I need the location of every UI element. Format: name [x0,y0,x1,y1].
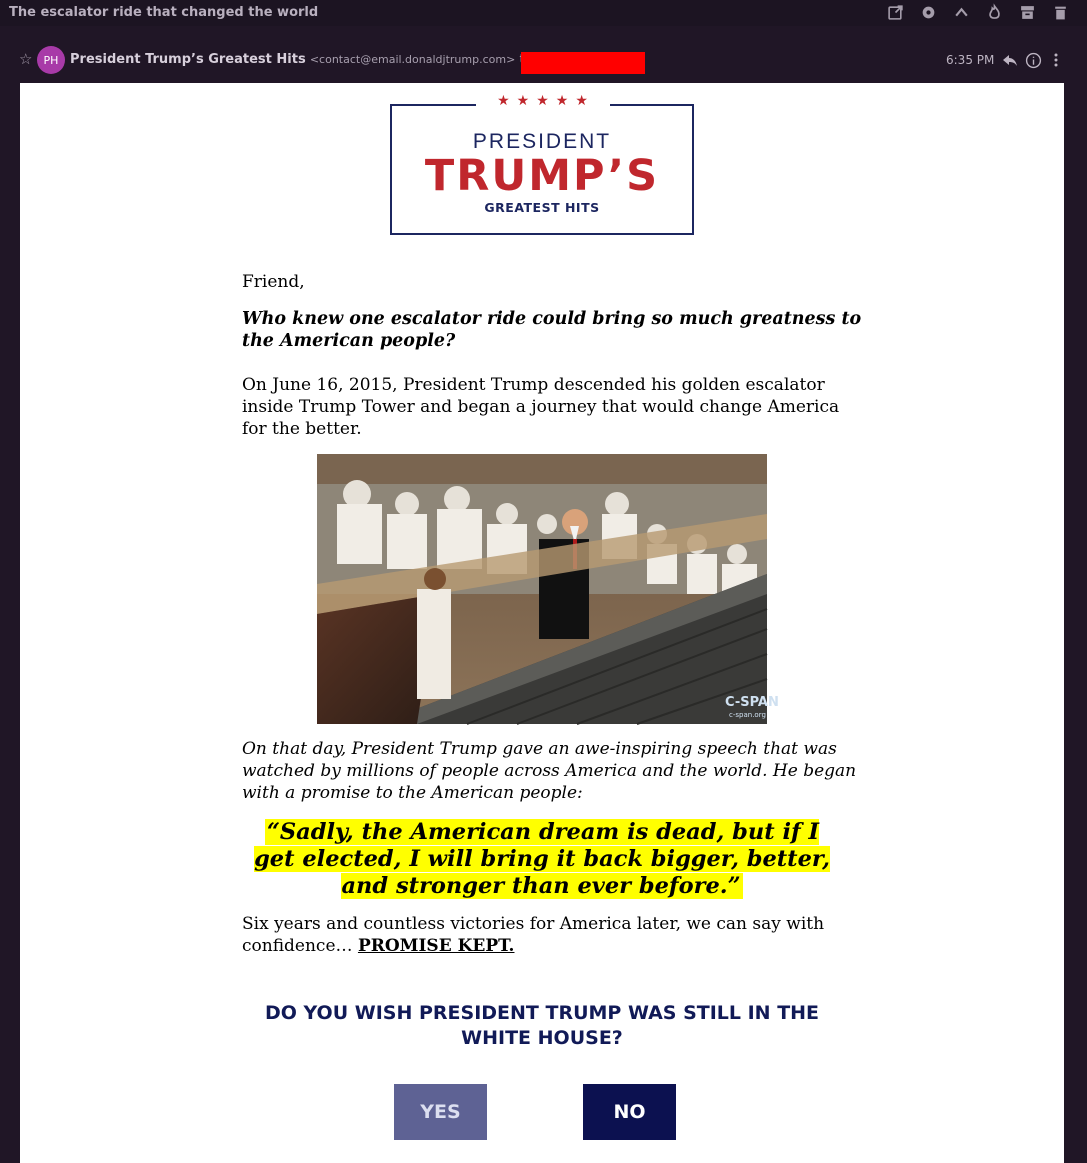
sender-email: <contact@email.donaldjtrump.com> [309,53,516,66]
escalator-photo[interactable] [317,454,779,724]
greatest-hits-logo [390,93,694,235]
lead-question: Who knew one escalator ride could bring so much greatness to the American people? [242,309,862,351]
speech-paragraph: On that day, President Trump gave an awe-inspiring speech that was watched by millions of people across America and the world. He began with a promise to the American people: [242,739,857,803]
promise-kept-link[interactable]: PROMISE KEPT. [357,936,515,956]
sender-line [70,52,553,67]
logo-line-greatest-hits: GREATEST HITS [484,200,600,215]
star-icon[interactable]: ☆ [19,50,33,68]
trash-icon[interactable] [1051,3,1069,21]
highlighted-quote [242,819,842,900]
archive-icon[interactable] [1018,3,1036,21]
sender-name[interactable]: President Trump’s Greatest Hits [70,52,306,67]
more-options-icon[interactable] [1047,51,1065,69]
closing-paragraph [242,913,842,957]
redacted-recipient [521,52,645,74]
message-header [0,42,1087,78]
quote-text: “Sadly, the American dream is dead, but if I get elected, I will bring it back bigger, better, and stronger than ever before.” [254,819,830,899]
email-subject: The escalator ride that changed the world [9,5,319,20]
message-time: 6:35 PM [946,53,995,67]
info-icon[interactable] [1024,51,1042,69]
poll-question: DO YOU WISH PRESIDENT TRUMP WAS STILL IN THE WHITE HOUSE? [264,1002,820,1049]
toolbar-actions [886,3,1069,21]
closing-text: Six years and countless victories for America later, we can say with confidence… [242,914,825,956]
intro-paragraph: On June 16, 2015, President Trump descended his golden escalator inside Trump Tower and began a journey that would change America for the better. [242,375,840,439]
collapse-icon[interactable] [952,3,970,21]
logo-stars: ★★★★★ [476,93,610,109]
logo-line-president: PRESIDENT [472,130,612,153]
email-body [20,83,1064,1163]
message-actions [1001,51,1065,69]
avatar: PH [37,46,65,74]
logo-line-trumps: TRUMP’S [424,151,660,201]
photo-watermark-url: c-span.org [729,711,766,719]
settings-icon[interactable] [919,3,937,21]
photo-watermark: C-SPAN [725,695,779,710]
yes-button[interactable]: YES [394,1084,487,1140]
reply-icon[interactable] [1001,51,1019,69]
window-title-bar [0,0,1087,26]
greeting: Friend, [242,272,305,292]
fire-icon[interactable] [985,3,1003,21]
open-external-icon[interactable] [886,3,904,21]
no-button[interactable]: NO [583,1084,676,1140]
